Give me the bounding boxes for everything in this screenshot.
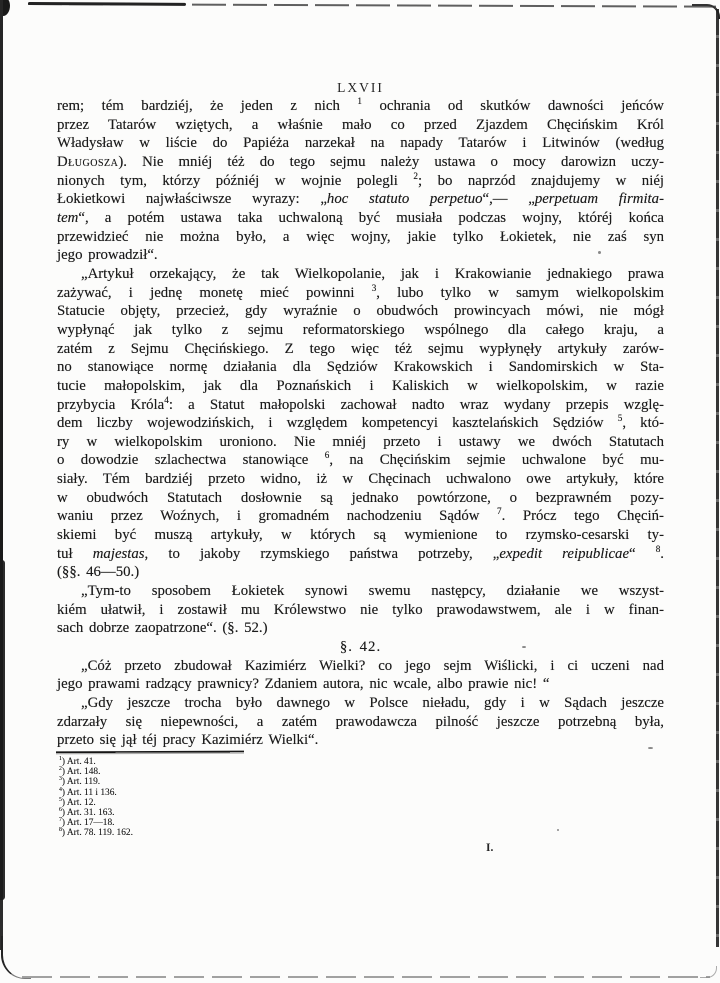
text-line: nionych tym, którzy późniéj w wojnie polegli $^2$; bo naprzód znajdujemy w niéj <box>57 170 664 189</box>
text-line: sach dobrze zaopatrzone“. (§. 52.) <box>57 620 268 637</box>
text-line: przybycia Króla$^4$: a Statut małopolski zachował nadto wraz wydany przepis wzglę- <box>57 394 664 413</box>
text-line: zatém z Sejmu Chęcińskiego. Z tego więc téż sejmu wypłynęły artykuły zarów- <box>57 340 664 357</box>
text-line: siały. Tém bardziéj przeto widno, iż w Chęcinach uchwalono owe artykuły, które <box>57 471 664 488</box>
section-heading: §. 42. <box>339 639 382 656</box>
text-line: no stanowiące normę działania dla Sędziów Krakowskich i Sandomirskich w Sta- <box>57 359 664 376</box>
scan-edge-bottom-hook <box>700 966 717 978</box>
footnote-line: $^4$) Art. 11 i 136. <box>59 786 117 798</box>
scan-edge-right <box>716 9 719 947</box>
text-line: jego prowadził“. <box>57 247 158 264</box>
text-line: skiemi być muszą artykuły, w których są wymienione to rzymsko-cesarski ty- <box>57 527 664 544</box>
text-line: zażywać, i jednę monetę mieć powinni $^3$, lubo tylko w samym wielkopolskim <box>57 282 664 301</box>
text-line: o dowodzie szlachectwa stanowiące $^6$, na Chęcińskim sejmie uchwalone być mu- <box>57 450 664 469</box>
text-line: Władysław w liście do Papiéża narzekał na napady Tatarów i Litwinów (według <box>57 135 664 152</box>
signature-mark: I. <box>486 842 494 854</box>
scan-edge-left-thick <box>0 560 5 900</box>
text-line: dem liczby wojewodzińskich, i względem kompetencyi kasztelańskich Sędziów $^5$, któ- <box>57 413 665 432</box>
text-line: tem“, a potém ustawa taka uchwaloną być musiała podczas wojny, któréj końca <box>57 209 664 226</box>
text-line: „Tym-to sposobem Łokietek synowi swemu następcy, działanie we wszyst- <box>81 583 664 600</box>
text-line: Statucie objęty, przecież, gdy wyraźnie o obudwóch prowincyach mówi, nie mógł <box>57 303 664 320</box>
scan-edge-left <box>0 0 3 950</box>
text-line: przeto się jął téj pracy Kazimiérz Wielki“. <box>57 732 319 749</box>
page-body <box>57 97 664 750</box>
text-line: (§§. 46—50.) <box>57 564 140 581</box>
text-line: przewidzieć nie można było, a więc wojny, jakie tylko Łokietek, nie zaś syn <box>57 228 664 245</box>
text-line: „Cóż przeto zbudował Kazimiérz Wielki? co jego sejm Wiślicki, i ci uczeni nad <box>81 657 664 674</box>
text-line: zdarzały się niepewności, a zatém prawodawcza pilność jeszcze potrzebną była, <box>57 713 664 730</box>
scan-edge-bottom <box>22 976 710 978</box>
footnote-line: $^6$) Art. 31. 163. <box>59 806 115 819</box>
footnote-line: $^5$) Art. 12. <box>59 796 96 808</box>
text-line: Długosza). Nie mniéj téż do tego sejmu należy ustawa o mocy darowizn uczy- <box>57 153 664 170</box>
page-number-header: LXVII <box>337 80 384 95</box>
scan-edge-top <box>28 3 716 8</box>
text-line: „Artykuł orzekający, że tak Wielkopolanie, jak i Krakowianie jednakiego prawa <box>81 265 664 282</box>
text-line: przez Tatarów wziętych, a właśnie mało co przed Zjazdem Chęcińskim Król <box>57 116 664 133</box>
footnotes <box>59 757 379 839</box>
text-line: tucie małopolskim, jak dla Poznańskich i Kaliskich w wielkopolskim, w razie <box>57 377 664 394</box>
footnote-line: $^8$) Art. 78. 119. 162. <box>59 827 133 839</box>
text-line: wypłynąć jak tylko z sejmu reformatorskiego wspólnego dla całego kraju, a <box>57 321 664 338</box>
footnote-line: $^3$) Art. 119. <box>59 776 101 788</box>
scan-edge-right-curve <box>692 4 720 19</box>
scan-corner-blob <box>0 0 10 16</box>
text-line: w obudwóch Statutach dosłownie są jednako powtórzone, o bezprawném pozy- <box>57 489 664 506</box>
text-line: kiém ułatwił, i zostawił mu Królewstwo nie tylko prawodawstwem, ale i w finan- <box>57 601 664 618</box>
text-line: waniu przez Woźnych, i gromadném nachodzeniu Sądów $^7$. Prócz tego Chęciń- <box>57 506 664 525</box>
footnote-line: $^7$) Art. 17—18. <box>59 817 115 829</box>
text-line: rem; tém bardziéj, że jeden z nich $^1$ ochrania od skutków dawności jeńców <box>57 96 664 114</box>
text-line: „Gdy jeszcze trocha było dawnego w Polsce nieładu, gdy i w Sądach jeszcze <box>81 695 664 711</box>
text-line: tuł majestas, to jakoby rzymskiego państwa potrzeby, „expedit reipublicae“ $^8$. <box>57 543 664 562</box>
scan-edge-top-solid <box>28 2 186 6</box>
footnote-line: $^2$) Art. 148. <box>59 766 101 778</box>
scan-edge-left-curve <box>1 936 31 979</box>
text-line: Łokietkowi najwłaściwsze wyrazy: „hoc statuto perpetuo“,— „perpetuam firmita- <box>57 191 664 208</box>
scan-speck <box>557 829 559 831</box>
footnote-separator <box>56 751 244 755</box>
footnote-line: $^1$) Art. 41. <box>59 755 96 767</box>
text-line: jego prawami radzący prawnicy? Zdaniem autora, nic wcale, albo prawie nic! “ <box>57 676 550 693</box>
text-line: ry w wielkopolskim uroniono. Nie mniéj przeto i ustawy we dwóch Statutach <box>57 433 664 450</box>
